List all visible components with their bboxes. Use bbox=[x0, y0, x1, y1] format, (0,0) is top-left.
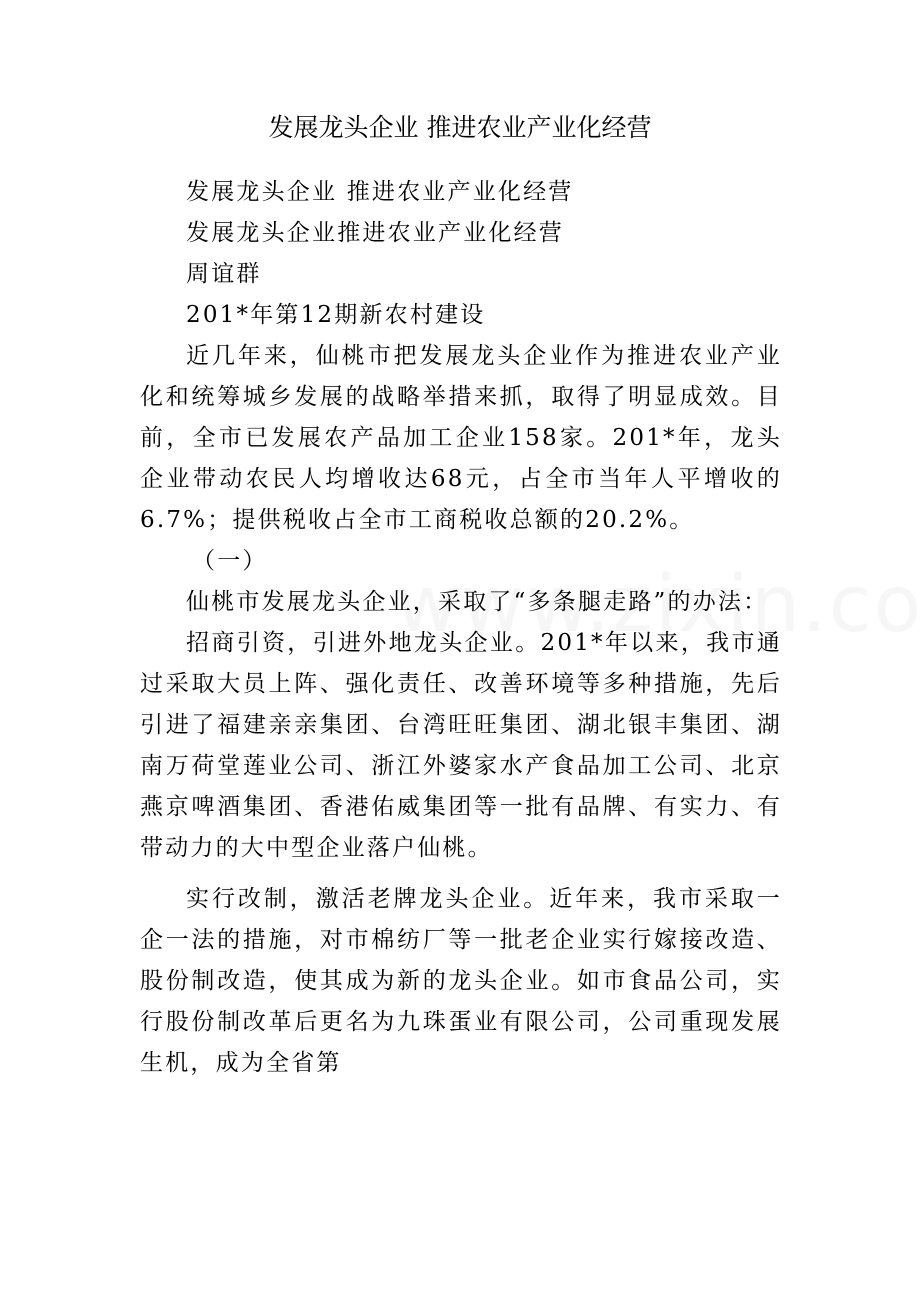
document-body bbox=[140, 172, 782, 1084]
paragraph-approach: 仙桃市发展龙头企业，采取了“多条腿走路”的办法： bbox=[186, 589, 769, 615]
paragraph-reform: 实行改制，激活老牌龙头企业。近年来，我市采取一企一法的措施，对市棉纺厂等一批老企业实行嫁接改造、股份制改造，使其成为新的龙头企业。如市食品公司，实行股份制改革后更名为九珠蛋业有限公司，公司重现发展生机，成为全省第 bbox=[140, 886, 782, 1076]
meta-title-line-1: 发展龙头企业 推进农业产业化经营 bbox=[186, 179, 574, 205]
paragraph-investment: 招商引资，引进外地龙头企业。201*年以来，我市通过采取大员上阵、强化责任、改善环境等多种措施，先后引进了福建亲亲集团、台湾旺旺集团、湖北银丰集团、湖南万荷堂莲业公司、浙江外婆家水产食品加工公司、北京燕京啤酒集团、香港佑威集团等一批有品牌、有实力、有带动力的大中型企业落户仙桃。 bbox=[140, 630, 782, 861]
document-title: 发展龙头企业 推进农业产业化经营 bbox=[268, 113, 652, 142]
publication-source: 201*年第12期新农村建设 bbox=[186, 302, 486, 328]
author-name: 周谊群 bbox=[186, 261, 262, 287]
meta-title-line-2: 发展龙头企业推进农业产业化经营 bbox=[186, 220, 564, 246]
paragraph-intro: 近几年来，仙桃市把发展龙头企业作为推进农业产业化和统筹城乡发展的战略举措来抓，取得了明显成效。目前，全市已发展农产品加工企业158家。201*年，龙头企业带动农民人均增收达68元，占全市当年人平增收的6.7%；提供税收占全市工商税收总额的20.2%。 bbox=[140, 343, 782, 533]
section-heading: （一） bbox=[192, 548, 268, 574]
